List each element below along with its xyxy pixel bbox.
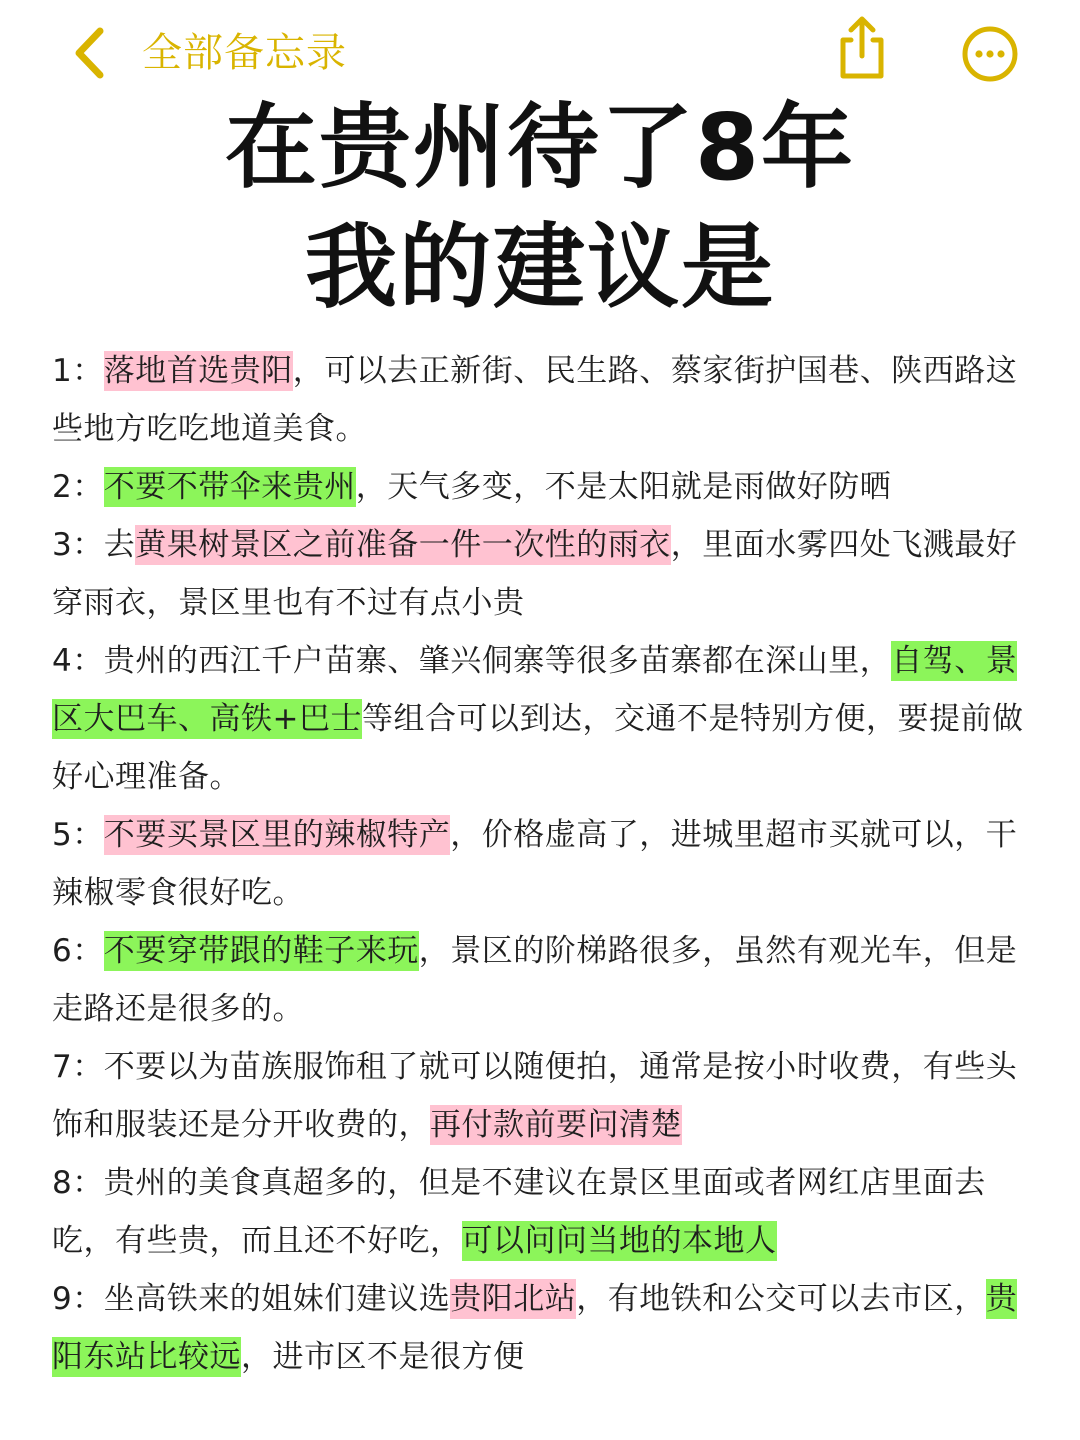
note-title: [0, 88, 1080, 328]
item-text: ，景区的阶梯路很多，虽然有观光车，但是走路还是很多的。: [52, 933, 1018, 1027]
item-text: ，可以去正新街、民生路、蔡家街护国巷、陕西路这些地方吃吃地道美食。: [52, 353, 1018, 447]
item-text: 6：: [52, 933, 104, 969]
list-item-8: [52, 1154, 1032, 1270]
item-text: 1：: [52, 353, 104, 389]
more-button[interactable]: [960, 24, 1020, 84]
note-body: [52, 342, 1032, 1386]
list-item-7: [52, 1038, 1032, 1154]
item-text: 4：贵州的西江千户苗寨、肇兴侗寨等很多苗寨都在深山里，: [52, 643, 892, 679]
title-line-2: 我的建议是: [304, 214, 775, 321]
highlight-pink: 黄果树景区之前准备一件一次性的雨衣: [135, 527, 671, 563]
more-icon: [960, 69, 1020, 88]
highlight-pink: 落地首选贵阳: [103, 353, 293, 389]
title-line-1: 在贵州待了8年: [224, 94, 855, 201]
item-text: 等组合可以到达，交通不是特别方便，要提前做好心理准备。: [52, 701, 1024, 795]
list-item-1: [52, 342, 1032, 458]
nav-bar: [0, 0, 1080, 100]
list-item-5: [52, 806, 1032, 922]
item-text: 5：: [52, 817, 104, 853]
item-text: ，里面水雾四处飞溅最好穿雨衣，景区里也有不过有点小贵: [52, 527, 1018, 621]
item-text: ，天气多变，不是太阳就是雨做好防晒: [355, 469, 892, 505]
highlight-green: 不要不带伞来贵州: [103, 469, 356, 505]
list-item-2: [52, 458, 1032, 516]
highlight-green: 不要穿带跟的鞋子来玩: [103, 933, 419, 969]
item-text: 2：: [52, 469, 104, 505]
share-button[interactable]: [832, 14, 892, 82]
list-item-6: [52, 922, 1032, 1038]
highlight-pink: 再付款前要问清楚: [430, 1107, 682, 1143]
item-text: ，有地铁和公交可以去市区，: [576, 1281, 986, 1317]
highlight-green: 自驾、景区大巴车、高铁+巴士: [52, 643, 1018, 737]
list-item-3: [52, 516, 1032, 632]
back-button[interactable]: [72, 26, 347, 80]
chevron-left-icon: [72, 27, 106, 79]
highlight-green: 可以问问当地的本地人: [461, 1223, 777, 1259]
item-text: ，价格虚高了，进城里超市买就可以，干辣椒零食很好吃。: [52, 817, 1018, 911]
share-icon: [832, 67, 892, 86]
highlight-pink: 不要买景区里的辣椒特产: [103, 817, 451, 853]
list-item-4: [52, 632, 1032, 806]
item-text: ，进市区不是很方便: [241, 1339, 525, 1375]
item-text: 3：去: [52, 527, 136, 563]
item-text: 7：不要以为苗族服饰租了就可以随便拍，通常是按小时收费，有些头饰和服装还是分开收费的，: [52, 1049, 1018, 1143]
item-text: 9：坐高铁来的姐妹们建议选: [52, 1281, 451, 1317]
list-item-9: [52, 1270, 1032, 1386]
back-label: 全部备忘录: [142, 30, 347, 76]
item-text: 8：贵州的美食真超多的，但是不建议在景区里面或者网红店里面去吃，有些贵，而且还不好吃，: [52, 1165, 986, 1259]
highlight-green: 贵阳东站比较远: [52, 1281, 1018, 1375]
highlight-pink: 贵阳北站: [450, 1281, 577, 1317]
